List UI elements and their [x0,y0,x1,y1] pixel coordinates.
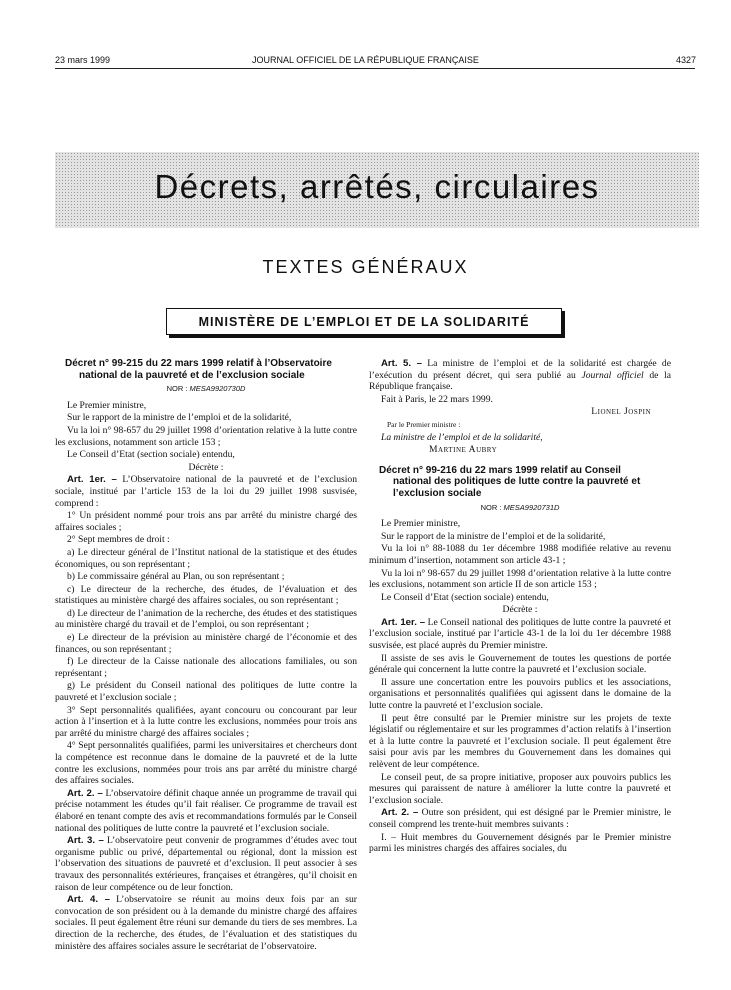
decree1-art1-item: 4° Sept personnalités qualifiées, parmi les universitaires et chercheurs dont la compétence est reconnue dans le domaine de la pauvreté et de la lutte contre les exclusions, nommées pour trois ans par arrêté du ministre chargé des affaires sociales. [55,740,357,787]
decree1-done-at: Fait à Paris, le 22 mars 1999. [381,393,493,405]
decree1-art1-item: e) Le directeur de la prévision au ministère chargé de l’économie et des finances, ou son représentant ; [55,632,357,655]
decree2-title: Décret n° 99-216 du 22 mars 1999 relatif au Conseil national des politiques de lutte contre la pauvreté et l’exclusion sociale [379,464,641,499]
decree2-intro-4: Vu la loi n° 98-657 du 29 juillet 1998 d’orientation relative à la lutte contre les exclusions, notamment son article II de son article 153 ; [369,567,671,591]
decree2-art2-item-1: I. – Huit membres du Gouvernement désignés par le Premier ministre parmi les ministres chargés des affaires sociales, du [369,831,671,855]
decree2-intro-1: Le Premier ministre, [381,518,461,530]
decree2-nor: NOR : MESA9920731D [480,502,560,512]
decree1-article-5: Art. 5. – La ministre de l’emploi et de la solidarité est chargée de l’exécution du présent décret, qui sera publié au Journal officiel de la République française. [369,358,671,393]
decree1-intro-4: Le Conseil d’Etat (section sociale) entendu, [67,449,235,461]
ministry-heading: MINISTÈRE DE L’EMPLOI ET DE LA SOLIDARITÉ [166,308,562,335]
decree1-intro-1: Le Premier ministre, [67,399,147,411]
decree1-article-2: Art. 2. – L’observatoire définit chaque année un programme de travail qui précise notamment les études qu’il fait réaliser. Ce programme de travail est élaboré en tenant compte des avis et recommandations formulés par le Conseil national des politiques de lutte contre la pauvreté et l’exclusion sociale. [55,787,357,834]
decree1-art1-item: c) Le directeur de la recherche, des études, de l’évaluation et des statistiques au ministère chargé des affaires sociales, ou son représentant ; [55,583,357,607]
decree2-intro-3: Vu la loi n° 88-1088 du 1er décembre 1988 modifiée relative au revenu minimum d’insertion, notamment son article 43-1 ; [369,543,671,566]
header-page-number: 4327 [675,55,696,65]
decree1-art1-item: f) Le directeur de la Caisse nationale des allocations familiales, ou son représentant ; [55,656,357,679]
decree1-article-1: Art. 1er. – L’Observatoire national de la pauvreté et de l’exclusion sociale, institué par l’article 153 de la loi du 29 juillet 1998 susvisée, comprend : [55,474,357,509]
decree1-art1-item: 2° Sept membres de droit : [67,534,170,546]
left-column [55,358,357,953]
decree1-signer: Lionel Jospin [591,406,651,418]
decree1-title: Décret n° 99-215 du 22 mars 1999 relatif à l’Observatoire national de la pauvreté et de l’exclusion sociale [65,358,332,381]
decree1-article-4: Art. 4. – L’observatoire se réunit au moins deux fois par an sur convocation de son président ou à la demande du ministre chargé des affaires sociales. Il peut également être réuni sur demande du tiers de ses membres. La direction de la recherche, des études, de l’évaluation et des statistiques du ministère des affaires sociales assure le secrétariat de l’observatoire. [55,894,357,952]
header-date: 23 mars 1999 [55,55,111,65]
decree2-article-2: Art. 2. – Outre son président, qui est désigné par le Premier ministre, le conseil comprend les trente-huit membres suivants : [369,807,671,830]
section-banner [55,152,699,228]
header-rule [55,68,695,69]
decree2-intro-2: Sur le rapport de la ministre de l’emploi et de la solidarité, [381,530,606,542]
decree1-art1-item: 1° Un président nommé pour trois ans par arrêté du ministre chargé des affaires sociales ; [55,510,357,533]
decree2-paragraph: Le conseil peut, de sa propre initiative, proposer aux pouvoirs publics les mesures qui paraissent de nature à améliorer la lutte contre la pauvreté et l’exclusion sociale. [369,771,671,806]
decree1-by-pm: Par le Premier ministre : [387,419,461,429]
decree1-art1-item: g) Le président du Conseil national des politiques de lutte contre la pauvreté et l’exclusion sociale ; [55,680,357,704]
decree2-article-1: Art. 1er. – Le Conseil national des politiques de lutte contre la pauvreté et l’exclusion sociale, institué par l’article 43-1 de la loi du 1er décembre 1988 susvisée, est placé auprès du Premier ministre. [369,616,671,652]
decree1-article-3: Art. 3. – L’observatoire peut convenir de programmes d’études avec tout organisme public ou privé, départemental ou régional, dont la mission est l’observation des situations de pauvreté et d’exclusion. Il peut associer à ses travaux des personnalités extérieures, françaises et étrangères, qu’il choisit en raison de leur compétence ou de leur fonction. [55,835,357,893]
decree1-art1-item: 3° Sept personnalités qualifiées, ayant concouru ou concourant par leur action à l’insertion et à la lutte contre les exclusions, nommées pour trois ans par arrêté du ministre chargé des affaires sociales ; [55,704,357,739]
decree1-decrete: Décrète : [188,461,224,473]
right-column [369,358,671,856]
decree1-art1-item: d) Le directeur de l’animation de la recherche, des études et des statistiques au ministère chargé du travail et de l’emploi, ou son représentant ; [55,607,357,631]
header-journal-title: JOURNAL OFFICIEL DE LA RÉPUBLIQUE FRANÇAISE [252,55,479,65]
section-title: TEXTES GÉNÉRAUX [262,257,469,277]
decree1-minister-title: La ministre de l’emploi et de la solidarité, [381,431,543,443]
decree1-nor: NOR : MESA9920730D [166,384,246,394]
decree1-art1-item: b) Le commissaire général au Plan, ou son représentant ; [67,571,285,583]
decree1-intro-2: Sur le rapport de la ministre de l’emploi et de la solidarité, [67,412,292,424]
decree2-decrete: Décrète : [502,604,538,616]
decree1-minister-name: Martine Aubry [429,444,498,456]
banner-title: Décrets, arrêtés, circulaires [154,168,600,205]
decree1-art1-item: a) Le directeur général de l’Institut national de la statistique et des études économiques, ou son représentant ; [55,546,357,570]
decree2-paragraph: Il assiste de ses avis le Gouvernement de toutes les questions de portée générale qui concernent la lutte contre la pauvreté et l’exclusion sociale. [369,652,671,676]
decree1-intro-3: Vu la loi n° 98-657 du 29 juillet 1998 d’orientation relative à la lutte contre les exclusions, notamment son article 153 ; [55,424,357,448]
decree2-intro-5: Le Conseil d’Etat (section sociale) entendu, [381,591,549,603]
decree2-paragraph: Il peut être consulté par le Premier ministre sur les projets de texte législatif ou réglementaire et sur les programmes d’action relatifs à l’insertion et à la lutte contre la pauvreté et l’exclusion sociale. Il peut également être saisi pour avis par les membres du Gouvernement dans les domaines qui relèvent de leur compétence. [369,712,671,770]
decree2-paragraph: Il assure une concertation entre les pouvoirs publics et les associations, organisations et personnalités qualifiées qui agissent dans le domaine de la lutte contre la pauvreté et l’exclusion sociale. [369,676,671,712]
